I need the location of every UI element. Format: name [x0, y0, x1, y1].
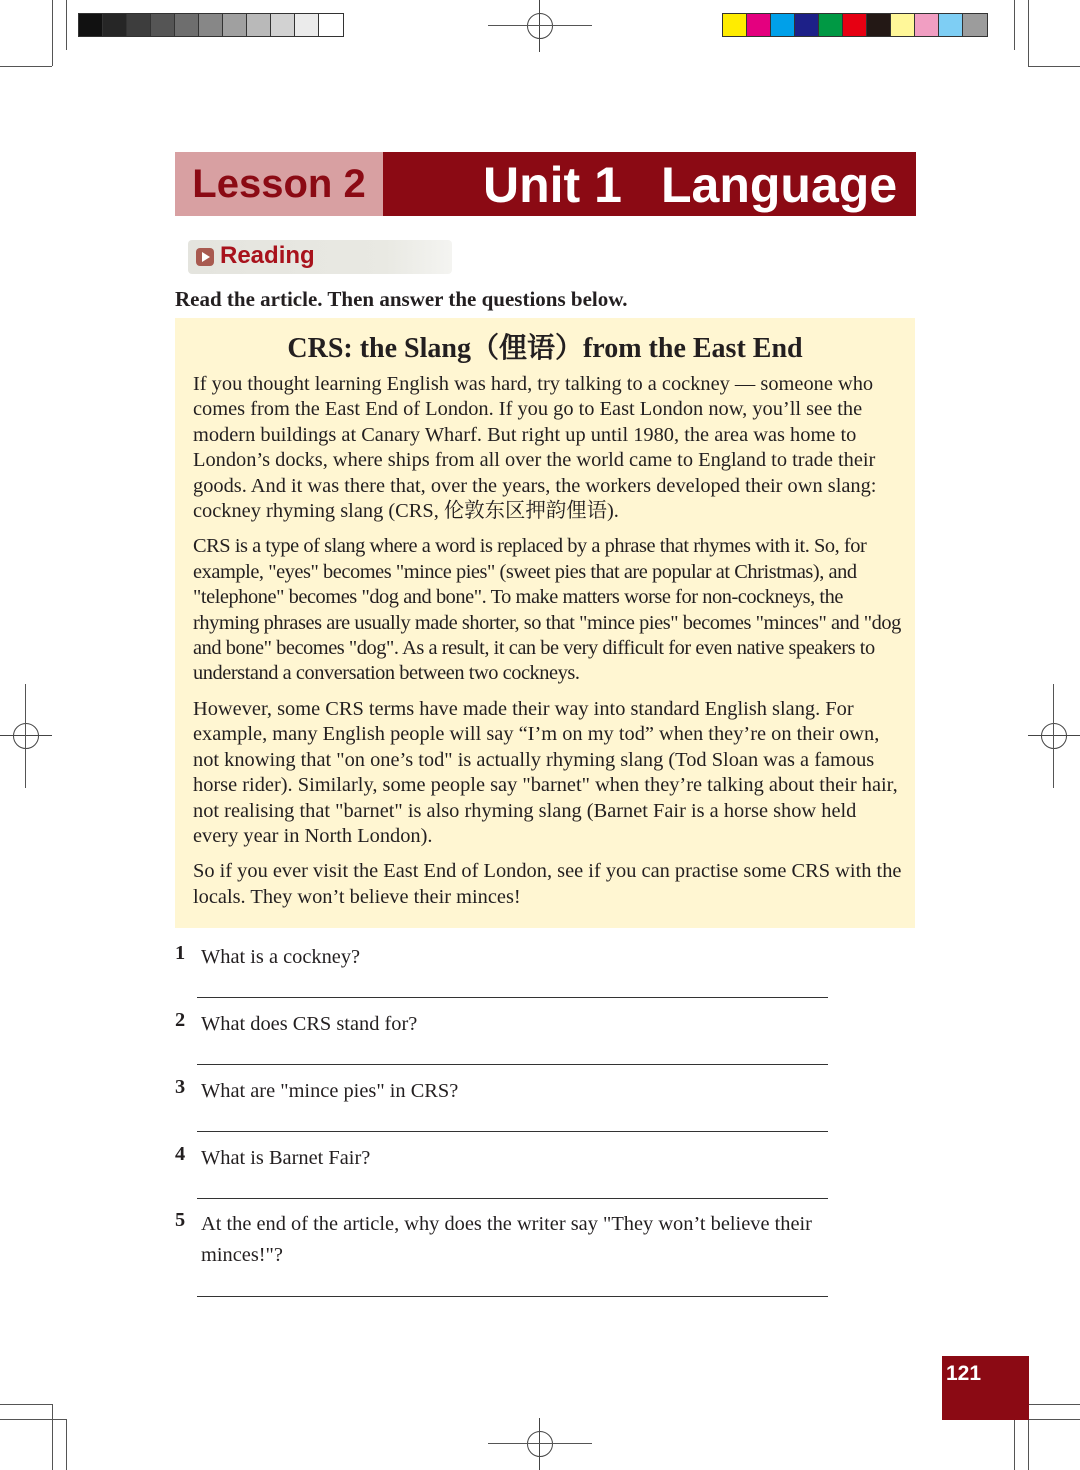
gray-swatch	[103, 14, 127, 36]
article-body	[193, 372, 903, 920]
article-paragraph: CRS is a type of slang where a word is replaced by a phrase that rhymes with it. So, for example, "eyes" becomes "mince pies" (sweet pies that are popular at Christmas), and "telephone" becomes "dog and bone". To make matters worse for non-cockneys, the rhyming phrases are usually made shorter, so that "mince pies" becomes "minces" and "dog and bone" becomes "dog". As a result, it can be very difficult for even native speakers to understand a conversation between two cockneys.	[193, 535, 901, 685]
color-swatch	[723, 14, 747, 36]
color-swatch	[747, 14, 771, 36]
section-label: Reading	[220, 242, 315, 269]
article-paragraph: However, some CRS terms have made their way into standard English slang. For example, many English people will say “I’m on my tod” when they’re on their own, not knowing that "on one’s tod" is actually rhyming slang (Tod Sloan was a famous horse rider). Similarly, some people say "barnet" when they’re talking about their hair, not realising that "barnet" is also rhyming slang (Barnet Fair is a horse show held every year in North London).	[193, 697, 898, 847]
gray-swatch	[295, 14, 319, 36]
gray-swatch	[175, 14, 199, 36]
question-number: 4	[175, 1143, 186, 1165]
registration-mark-top	[514, 0, 566, 52]
color-swatch	[771, 14, 795, 36]
page-number: 121	[946, 1362, 982, 1385]
gray-swatch	[199, 14, 223, 36]
gray-swatch	[151, 14, 175, 36]
color-swatch	[963, 14, 987, 36]
article-panel	[175, 318, 915, 928]
color-swatch	[891, 14, 915, 36]
answer-line[interactable]	[197, 1296, 828, 1297]
instruction-text: Read the article. Then answer the questions below.	[175, 287, 628, 311]
unit-number: Unit 1	[483, 157, 622, 213]
cmyk-color-bar	[722, 13, 988, 37]
answer-line[interactable]	[197, 1131, 828, 1132]
question-text: At the end of the article, why does the writer say "They won’t believe their minces!"?	[201, 1213, 812, 1266]
answer-line[interactable]	[197, 1198, 828, 1199]
color-swatch	[819, 14, 843, 36]
lesson-label: Lesson 2	[175, 152, 383, 216]
article-paragraph: If you thought learning English was hard, try talking to a cockney — someone who comes from the East End of London. If you go to East London now, you’ll see the modern buildings at Canary Wharf. But right up until 1980, the area was home to London’s docks, where ships from all over the world came to England to trade their goods. And it was there that, over the years, the workers developed their own slang: cockney rhyming slang (CRS, 伦敦东区押韵俚语).	[193, 373, 877, 523]
question-number: 1	[175, 942, 186, 964]
registration-mark-left	[0, 710, 52, 762]
gray-swatch	[79, 14, 103, 36]
registration-mark-bottom	[514, 1418, 566, 1470]
color-swatch	[795, 14, 819, 36]
question-number: 3	[175, 1076, 186, 1098]
question-text: What is a cockney?	[201, 946, 361, 968]
section-tag	[188, 240, 452, 274]
article-title: CRS: the Slang（俚语）from the East End	[287, 333, 803, 364]
answer-line[interactable]	[197, 997, 828, 998]
gray-swatch	[223, 14, 247, 36]
answer-line[interactable]	[197, 1064, 828, 1065]
question-text: What are "mince pies" in CRS?	[201, 1080, 459, 1102]
color-swatch	[939, 14, 963, 36]
lesson-header	[175, 152, 916, 216]
registration-line-left	[25, 684, 26, 788]
grayscale-color-bar	[78, 13, 344, 37]
registration-mark-right	[1028, 710, 1080, 762]
play-icon	[196, 248, 214, 266]
gray-swatch	[127, 14, 151, 36]
registration-line-right	[1053, 684, 1054, 788]
article-paragraph: So if you ever visit the East End of London, see if you can practise some CRS with the locals. They won’t believe their minces!	[193, 860, 902, 908]
question-number: 2	[175, 1009, 186, 1031]
color-swatch	[915, 14, 939, 36]
registration-line-top	[488, 25, 592, 26]
unit-banner	[383, 152, 916, 216]
unit-title: Language	[661, 157, 898, 213]
question-text: What does CRS stand for?	[201, 1013, 418, 1035]
gray-swatch	[319, 14, 343, 36]
question-number: 5	[175, 1209, 186, 1231]
registration-line-bottom	[488, 1443, 592, 1444]
gray-swatch	[247, 14, 271, 36]
color-swatch	[867, 14, 891, 36]
color-swatch	[843, 14, 867, 36]
page-number-badge	[942, 1356, 1029, 1420]
gray-swatch	[271, 14, 295, 36]
question-text: What is Barnet Fair?	[201, 1147, 371, 1169]
